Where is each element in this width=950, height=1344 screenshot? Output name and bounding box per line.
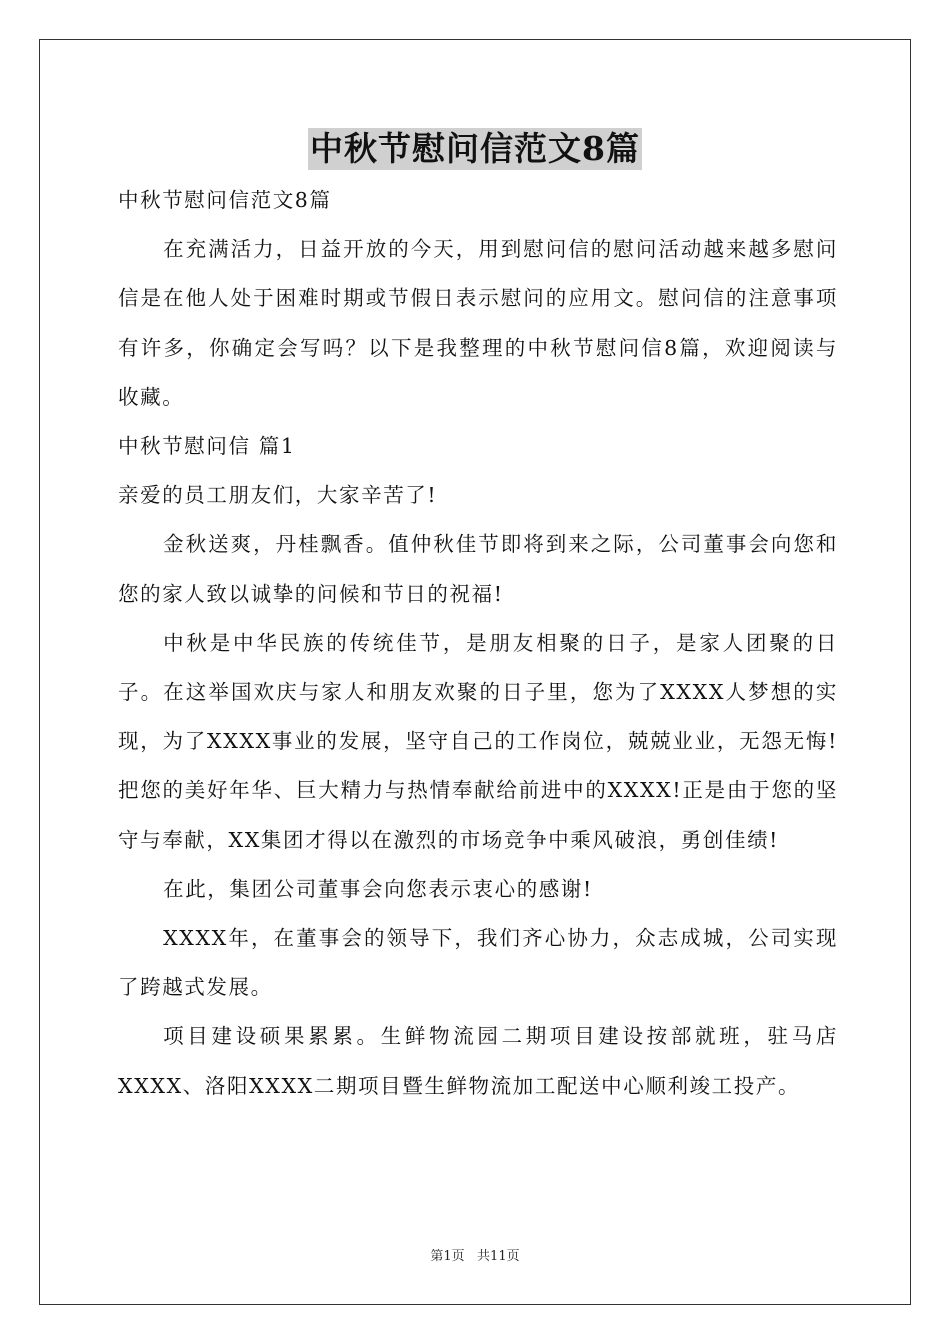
body-paragraph: 金秋送爽，丹桂飘香。值仲秋佳节即将到来之际，公司董事会向您和您的家人致以诚挚的问候和节日的祝福! bbox=[118, 532, 838, 606]
section-heading: 中秋节慰问信 篇1 bbox=[118, 434, 296, 459]
intro-paragraph: 在充满活力，日益开放的今天，用到慰问信的慰问活动越来越多慰问信是在他人处于困难时期或节假日表示慰问的应用文。慰问信的注意事项有许多，你确定会写吗？以下是我整理的中秋节慰问信8篇，欢迎阅读与收藏。 bbox=[118, 237, 838, 409]
page-footer: 第1页 共11页 bbox=[430, 1249, 520, 1264]
salutation: 亲爱的员工朋友们，大家辛苦了! bbox=[118, 483, 438, 508]
body-paragraph: 在此，集团公司董事会向您表示衷心的感谢! bbox=[163, 876, 593, 901]
title-container bbox=[0, 128, 950, 170]
document-body bbox=[118, 176, 838, 1111]
subtitle-line: 中秋节慰问信范文8篇 bbox=[118, 188, 332, 212]
body-paragraph: 中秋是中华民族的传统佳节，是朋友相聚的日子，是家人团聚的日子。在这举国欢庆与家人和朋友欢聚的日子里，您为了XXXX人梦想的实现，为了XXXX事业的发展，坚守自己的工作岗位，兢兢业业，无怨无悔!把您的美好年华、巨大精力与热情奉献给前进中的XXXX!正是由于您的坚守与奉献，XX集团才得以在激烈的市场竞争中乘风破浪，勇创佳绩! bbox=[118, 630, 838, 852]
document-title: 中秋节慰问信范文8篇 bbox=[310, 129, 640, 168]
body-paragraph: XXXX年，在董事会的领导下，我们齐心协力，众志成城，公司实现了跨越式发展。 bbox=[118, 926, 838, 1000]
body-paragraph: 项目建设硕果累累。生鲜物流园二期项目建设按部就班，驻马店XXXX、洛阳XXXX二期项目暨生鲜物流加工配送中心顺利竣工投产。 bbox=[118, 1024, 838, 1098]
